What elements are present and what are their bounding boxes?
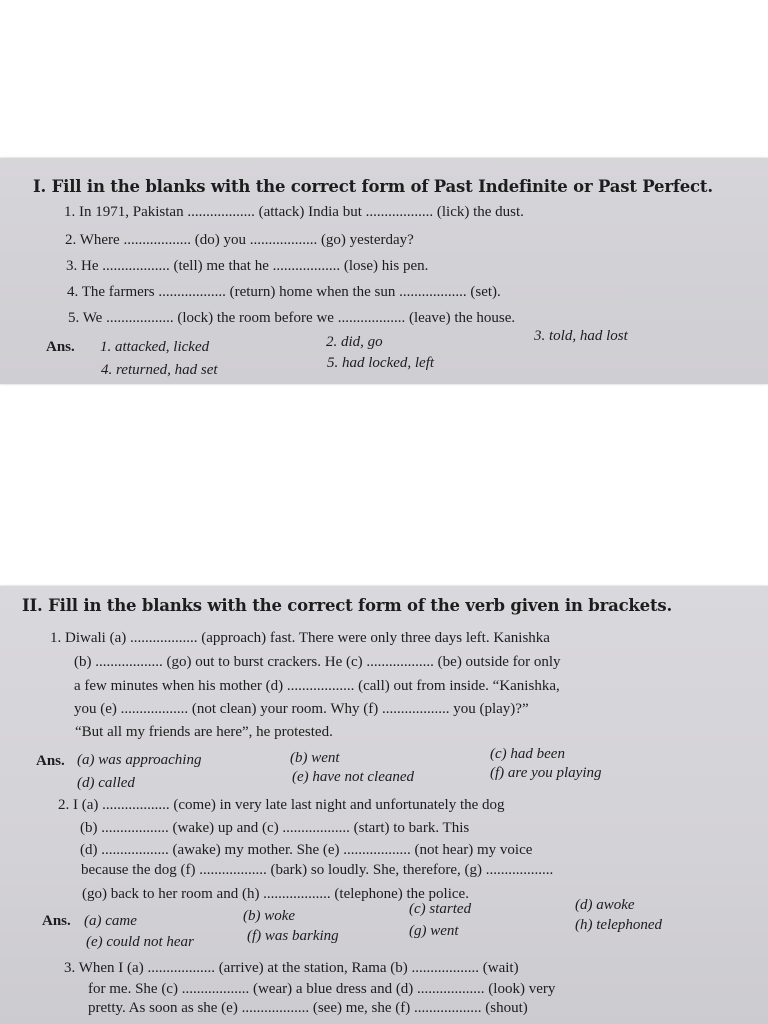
answer-item: (b) woke bbox=[243, 908, 296, 924]
answer-label: Ans. bbox=[42, 913, 71, 929]
question-line: 4. The farmers .................. (return) home when the sun .................. (set). bbox=[67, 284, 501, 300]
answer-item: (e) could not hear bbox=[86, 934, 194, 950]
answer-item: 1. attacked, licked bbox=[100, 339, 210, 355]
question-line: (go) back to her room and (h) .................. (telephone) the police. bbox=[82, 886, 469, 902]
answer-item: 2. did, go bbox=[326, 334, 383, 350]
question-line: 3. When I (a) .................. (arrive) at the station, Rama (b) .................. (wait) bbox=[64, 960, 519, 976]
question-line: you (e) .................. (not clean) your room. Why (f) .................. you (play)?” bbox=[74, 701, 529, 717]
question-line: (b) .................. (wake) up and (c) .................. (start) to bark. This bbox=[80, 820, 470, 836]
question-line: “But all my friends are here”, he protested. bbox=[75, 724, 333, 740]
answer-item: (e) have not cleaned bbox=[292, 769, 415, 785]
question-line: 5. We .................. (lock) the room before we .................. (leave) the house. bbox=[68, 310, 516, 326]
answer-item: 4. returned, had set bbox=[101, 362, 218, 378]
question-line: pretty. As soon as she (e) .................. (see) me, she (f) .................. (shout) bbox=[88, 1000, 528, 1016]
answer-label: Ans. bbox=[36, 753, 65, 769]
answer-item: (c) had been bbox=[490, 746, 565, 762]
answer-label: Ans. bbox=[46, 339, 75, 355]
question-line: (b) .................. (go) out to burst crackers. He (c) .................. (be) outside for only bbox=[74, 654, 561, 670]
answer-item: (g) went bbox=[409, 923, 459, 939]
answer-item: (f) are you playing bbox=[490, 765, 602, 781]
answer-item: (d) awoke bbox=[575, 897, 635, 913]
question-line: a few minutes when his mother (d) .................. (call) out from inside. “Kanishka, bbox=[74, 678, 560, 694]
question-line: 2. Where .................. (do) you .................. (go) yesterday? bbox=[65, 232, 414, 248]
answer-item: (f) was barking bbox=[247, 928, 339, 944]
exercise-two-heading: II. Fill in the blanks with the correct form of the verb given in brackets. bbox=[22, 596, 673, 615]
answer-item: (d) called bbox=[77, 775, 135, 791]
answer-item: (b) went bbox=[290, 750, 340, 766]
answer-item: 5. had locked, left bbox=[327, 355, 435, 371]
exercise-one-heading: I. Fill in the blanks with the correct form of Past Indefinite or Past Perfect. bbox=[33, 177, 713, 196]
answer-item: (h) telephoned bbox=[575, 917, 663, 933]
question-line: 1. In 1971, Pakistan .................. (attack) India but .................. (lick) the dust. bbox=[64, 204, 524, 220]
question-line: 1. Diwali (a) .................. (approach) fast. There were only three days left. Kanishka bbox=[50, 630, 550, 646]
answer-item: (a) was approaching bbox=[77, 752, 202, 768]
question-line: (d) .................. (awake) my mother. She (e) .................. (not hear) my voice bbox=[80, 842, 533, 858]
answer-item: (c) started bbox=[409, 901, 472, 917]
exercise-two-page bbox=[0, 586, 768, 1024]
exercise-one-page bbox=[0, 158, 768, 384]
question-line: for me. She (c) .................. (wear) a blue dress and (d) .................. (look) very bbox=[88, 981, 556, 997]
answer-item: 3. told, had lost bbox=[534, 328, 628, 344]
question-line: 2. I (a) .................. (come) in very late last night and unfortunately the dog bbox=[58, 797, 505, 813]
answer-item: (a) came bbox=[84, 913, 137, 929]
question-line: because the dog (f) .................. (bark) so loudly. She, therefore, (g) .................. bbox=[81, 862, 554, 878]
question-line: 3. He .................. (tell) me that he .................. (lose) his pen. bbox=[66, 258, 429, 274]
